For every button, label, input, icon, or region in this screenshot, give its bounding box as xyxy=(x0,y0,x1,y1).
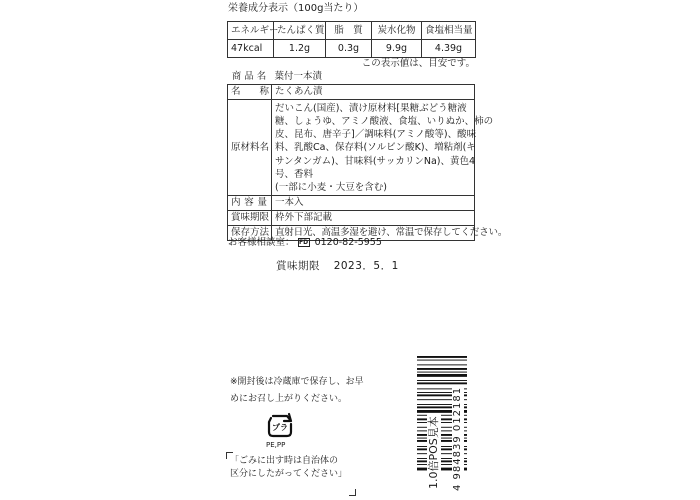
quantity-row xyxy=(228,196,475,211)
free-dial-icon: FD xyxy=(299,239,309,246)
bracket-corner xyxy=(349,489,356,496)
best-before-value: 枠外下部記載 xyxy=(272,211,475,226)
ingredients-line: サンタンガム)、甘味料(サッカリンNa)、黄色4 xyxy=(275,155,476,167)
ingredients-line: 料、乳酸Ca、保存料(ソルビン酸K)、増粘剤(キ xyxy=(275,142,476,154)
nutrition-header-cell: 炭水化物 xyxy=(372,22,422,40)
customer-contact xyxy=(228,237,382,249)
category-value: たくあん漬 xyxy=(272,84,475,99)
recycle-material: PE,PP xyxy=(266,441,286,449)
nutrition-value-cell: 1.2g xyxy=(274,40,326,58)
product-name-value: 葉付一本漬 xyxy=(274,71,323,82)
nutrition-table xyxy=(227,21,476,58)
nutrition-value-cell: 4.39g xyxy=(422,40,476,58)
product-name-label: 商 品 名 xyxy=(231,71,267,82)
storage-note: ※開封後は冷蔵庫で保存し、お早めにお召し上がりください。 xyxy=(230,377,364,404)
quantity-value: 一本入 xyxy=(272,196,475,211)
ingredients-line: 号、香料 xyxy=(275,168,314,180)
nutrition-value-cell: 0.3g xyxy=(326,40,372,58)
ingredients-row xyxy=(228,99,475,195)
nutrition-value-row xyxy=(228,40,476,58)
nutrition-value-cell: 47kcal xyxy=(228,40,274,58)
disposal-line: 区分にしたがってください」 xyxy=(230,469,348,479)
nutrition-header-cell: エネルギー xyxy=(228,22,274,40)
bracket-corner xyxy=(226,452,233,459)
best-before-label: 賞味期限 xyxy=(228,211,272,226)
quantity-label: 内 容 量 xyxy=(228,196,272,211)
nutrition-value-cell: 9.9g xyxy=(372,40,422,58)
category-row xyxy=(228,84,475,99)
barcode-number: 4 984839 012181 xyxy=(451,386,463,491)
product-info-table xyxy=(227,70,508,241)
nutrition-header-cell: 食塩相当量 xyxy=(422,22,476,40)
best-before-date: 2023．5．1 xyxy=(333,260,399,272)
ingredients-label: 原材料名 xyxy=(228,99,272,195)
contact-label: お客様相談室： xyxy=(228,237,295,248)
nutrition-header-row xyxy=(228,22,476,40)
ingredients-line: 皮、昆布、唐辛子]／調味料(アミノ酸等)、酸味 xyxy=(275,129,477,141)
best-before-stamp-label: 賞味期限 xyxy=(276,260,320,272)
nutrition-note: この表示値は、目安です。 xyxy=(361,58,475,69)
best-before-row xyxy=(228,211,475,226)
storage-value: 直射日光、高温多湿を避け、常温で保存してください。 xyxy=(272,225,475,240)
nutrition-header-cell: たんぱく質 xyxy=(274,22,326,40)
ingredients-line: だいこん(国産)、漬け原材料[果糖ぶどう糖液 xyxy=(275,102,467,114)
barcode-text xyxy=(417,355,465,493)
disposal-line: 「ごみに出す時は自治体の xyxy=(230,456,339,466)
storage-label: 保存方法 xyxy=(228,225,272,240)
nutrition-header-cell: 脂 質 xyxy=(326,22,372,40)
category-label: 名 称 xyxy=(228,84,272,99)
plastic-recycle-icon xyxy=(265,410,295,440)
barcode-caption: 1.0倍POS見本 xyxy=(427,416,441,489)
ingredients-value xyxy=(272,99,494,195)
best-before-stamp xyxy=(276,260,399,273)
nutrition-title: 栄養成分表示（100g当たり） xyxy=(228,3,364,14)
contact-phone: 0120-82-5955 xyxy=(314,237,382,248)
disposal-note xyxy=(226,452,356,496)
ingredients-line: 糖、しょうゆ、アミノ酸液、食塩、いりぬか、柿の xyxy=(275,115,494,127)
ingredients-line: (一部に小麦・大豆を含む) xyxy=(275,181,387,193)
recycle-mark-text: プラ xyxy=(272,423,288,432)
product-name-row xyxy=(228,70,475,84)
